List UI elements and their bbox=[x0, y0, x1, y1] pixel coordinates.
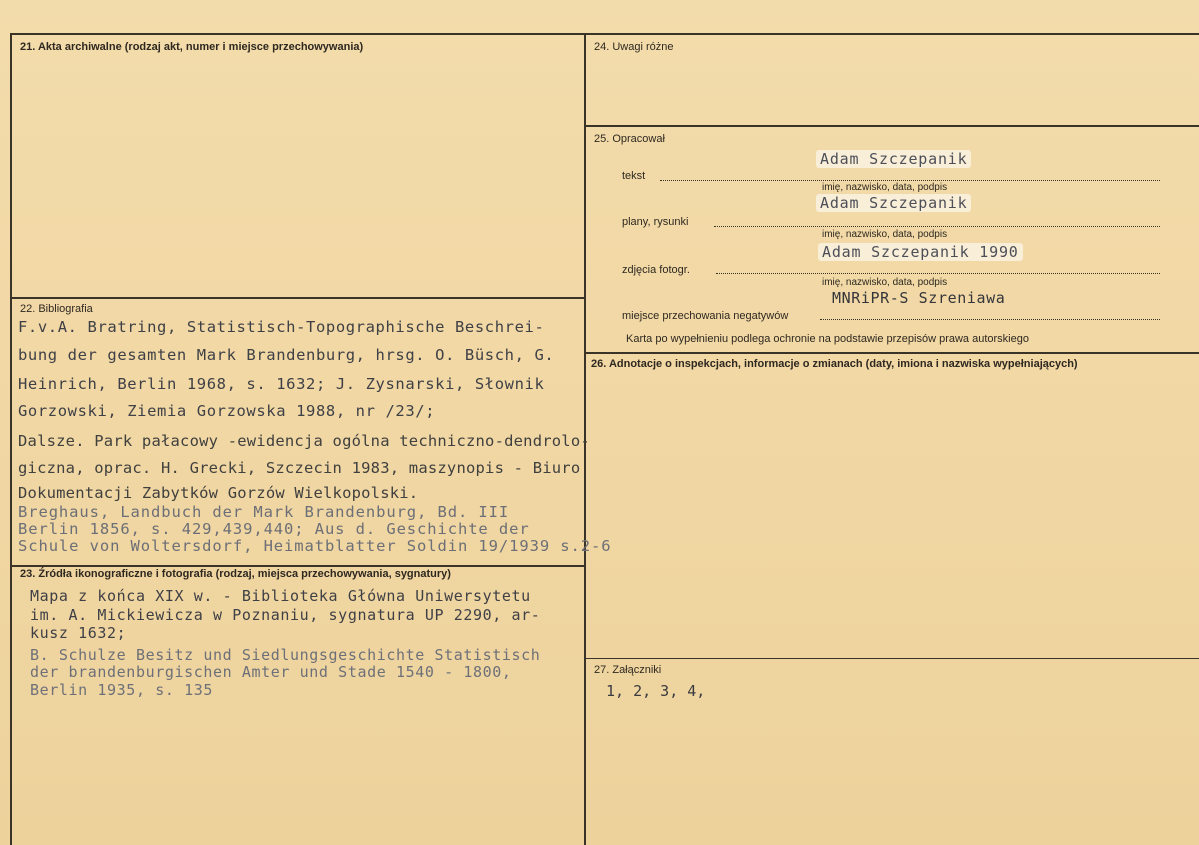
left-border bbox=[10, 33, 12, 845]
section-21-label: 21. Akta archiwalne (rodzaj akt, numer i miejsce przechowywania) bbox=[20, 41, 364, 53]
iconography-line: Mapa z końca XIX w. - Biblioteka Główna Uniwersytetu bbox=[30, 587, 531, 605]
tekst-label: tekst bbox=[622, 170, 646, 182]
plany-caption: imię, nazwisko, data, podpis bbox=[822, 229, 948, 240]
iconography-line: Berlin 1935, s. 135 bbox=[30, 681, 213, 699]
bibliography-line: Schule von Woltersdorf, Heimatblatter Soldin 19/1939 s.2-6 bbox=[18, 537, 612, 555]
zdjecia-line bbox=[716, 273, 1160, 274]
section-25-label: 25. Opracował bbox=[594, 133, 665, 145]
negatywy-label: miejsce przechowania negatywów bbox=[622, 310, 789, 322]
top-border bbox=[10, 33, 1199, 35]
negatywy-line bbox=[820, 319, 1160, 320]
bibliography-line: Dokumentacji Zabytków Gorzów Wielkopolski. bbox=[18, 484, 419, 502]
negatywy-value: MNRiPR-S Szreniawa bbox=[832, 289, 1006, 307]
divider-21-22 bbox=[10, 297, 585, 299]
plany-line bbox=[714, 226, 1160, 227]
bibliography-line: F.v.A. Bratring, Statistisch-Topographische Beschrei- bbox=[18, 318, 545, 336]
divider-26-27 bbox=[585, 658, 1199, 659]
section-22-label: 22. Bibliografia bbox=[20, 303, 93, 315]
tekst-value: Adam Szczepanik bbox=[816, 150, 971, 168]
bibliography-line: Dalsze. Park pałacowy -ewidencja ogólna techniczno-dendrolo- bbox=[18, 432, 590, 450]
bibliography-line: Berlin 1856, s. 429,439,440; Aus d. Geschichte der bbox=[18, 520, 530, 538]
divider-25-26 bbox=[585, 352, 1199, 354]
plany-value: Adam Szczepanik bbox=[816, 194, 971, 212]
divider-24-25 bbox=[585, 125, 1199, 127]
bibliography-line: Gorzowski, Ziemia Gorzowska 1988, nr /23/; bbox=[18, 402, 436, 420]
section-27-label: 27. Załączniki bbox=[594, 664, 662, 676]
copyright-notice: Karta po wypełnieniu podlega ochronie na podstawie przepisów prawa autorskiego bbox=[626, 333, 1029, 345]
divider-22-23 bbox=[10, 565, 585, 567]
zdjecia-label: zdjęcia fotogr. bbox=[622, 264, 690, 276]
bibliography-line: Heinrich, Berlin 1968, s. 1632; J. Zysnarski, Słownik bbox=[18, 375, 545, 393]
section-24-label: 24. Uwagi różne bbox=[594, 41, 674, 53]
section-26-label: 26. Adnotacje o inspekcjach, informacje o zmianach (daty, imiona i nazwiska wypełniających) bbox=[591, 358, 1078, 370]
iconography-line: der brandenburgischen Amter und Stade 1540 - 1800, bbox=[30, 663, 512, 681]
section-23-label: 23. Źródła ikonograficzne i fotografia (rodzaj, miejsca przechowywania, sygnatury) bbox=[20, 568, 451, 580]
attachments-value: 1, 2, 3, 4, bbox=[606, 682, 706, 700]
zdjecia-value: Adam Szczepanik 1990 bbox=[818, 243, 1023, 261]
plany-label: plany, rysunki bbox=[622, 216, 689, 228]
tekst-line bbox=[660, 180, 1160, 181]
iconography-line: im. A. Mickiewicza w Poznaniu, sygnatura UP 2290, ar- bbox=[30, 606, 541, 624]
tekst-caption: imię, nazwisko, data, podpis bbox=[822, 182, 948, 193]
bibliography-line: Breghaus, Landbuch der Mark Brandenburg, Bd. III bbox=[18, 503, 510, 521]
iconography-line: B. Schulze Besitz und Siedlungsgeschichte Statistisch bbox=[30, 646, 541, 664]
bibliography-line: bung der gesamten Mark Brandenburg, hrsg. O. Büsch, G. bbox=[18, 346, 555, 364]
bibliography-line: giczna, oprac. H. Grecki, Szczecin 1983, maszynopis - Biuro bbox=[18, 459, 581, 477]
iconography-line: kusz 1632; bbox=[30, 624, 127, 642]
zdjecia-caption: imię, nazwisko, data, podpis bbox=[822, 277, 948, 288]
